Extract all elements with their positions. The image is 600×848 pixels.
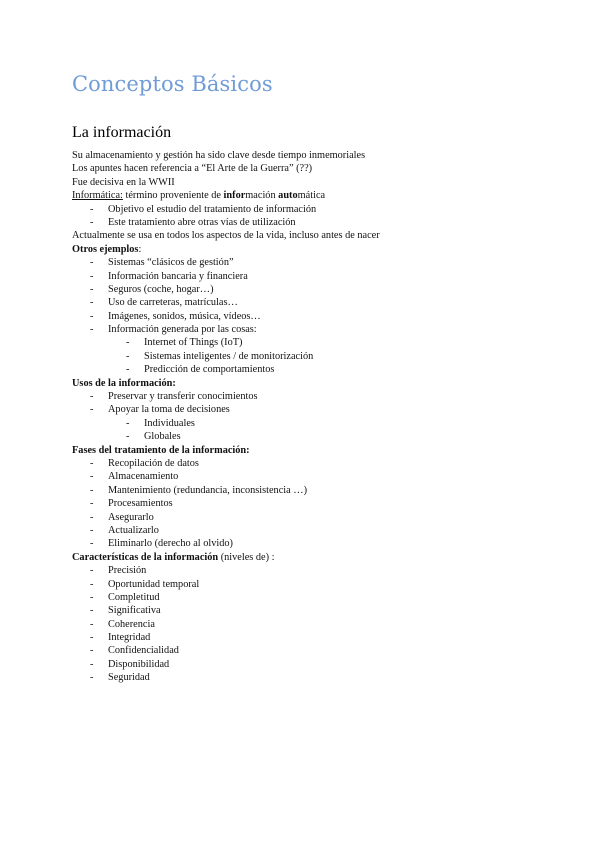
list-item bbox=[72, 310, 532, 323]
list-item bbox=[72, 618, 532, 631]
list-item bbox=[72, 470, 532, 483]
list-item bbox=[72, 578, 532, 591]
list-item bbox=[72, 537, 532, 550]
bullet-marker: - bbox=[90, 457, 94, 469]
list-item bbox=[72, 524, 532, 537]
list-item-text: Apoyar la toma de decisiones bbox=[108, 404, 230, 416]
bullet-marker: - bbox=[90, 484, 94, 496]
bullet-marker: - bbox=[90, 538, 94, 550]
list-item-text: Almacenamiento bbox=[108, 471, 179, 483]
list-item-text: Integridad bbox=[108, 632, 151, 644]
sub-list-item bbox=[72, 363, 532, 376]
definition-text: mación bbox=[245, 190, 276, 202]
bullet-marker: - bbox=[90, 471, 94, 483]
definition-bold: infor bbox=[223, 190, 246, 202]
list-item-text: Imágenes, sonidos, música, vídeos… bbox=[108, 310, 261, 322]
list-item bbox=[72, 497, 532, 510]
bullet-marker: - bbox=[90, 565, 94, 577]
definition-text: término proveniente de bbox=[122, 190, 224, 202]
list-item bbox=[72, 283, 532, 296]
list-item bbox=[72, 484, 532, 497]
list-item-text: Seguros (coche, hogar…) bbox=[108, 283, 214, 295]
bullet-marker: - bbox=[90, 658, 94, 670]
bullet-marker: - bbox=[90, 511, 94, 523]
bullet-marker: - bbox=[90, 645, 94, 657]
list-item bbox=[72, 216, 532, 229]
sub-list-item bbox=[72, 350, 532, 363]
list-item bbox=[72, 644, 532, 657]
bullet-marker: - bbox=[126, 337, 130, 349]
list-item-text: Coherencia bbox=[108, 618, 155, 630]
list-item bbox=[72, 604, 532, 617]
list-item bbox=[72, 631, 532, 644]
list-item-text: Significativa bbox=[108, 605, 161, 617]
list-item-text: Oportunidad temporal bbox=[108, 578, 200, 590]
bullet-marker: - bbox=[126, 364, 130, 376]
bullet-marker: - bbox=[90, 203, 94, 215]
bullet-marker: - bbox=[126, 431, 130, 443]
bullet-marker: - bbox=[90, 324, 94, 336]
section-heading: La información bbox=[72, 124, 172, 141]
list-item bbox=[72, 671, 532, 684]
list-item-text: Mantenimiento (redundancia, inconsistencia …) bbox=[108, 484, 308, 496]
sub-list-item bbox=[72, 336, 532, 349]
definition-bold: auto bbox=[275, 190, 298, 202]
page-title: Conceptos Básicos bbox=[72, 72, 273, 96]
list-item-text: Procesamientos bbox=[108, 498, 173, 510]
list-item-text: Preservar y transferir conocimientos bbox=[108, 391, 258, 403]
otros-label: Otros ejemplos bbox=[72, 243, 139, 255]
list-item-text: Uso de carreteras, matrículas… bbox=[108, 297, 238, 309]
list-item bbox=[72, 296, 532, 309]
list-item bbox=[72, 390, 532, 403]
list-item bbox=[72, 256, 532, 269]
list-item-text: Sistemas inteligentes / de monitorización bbox=[144, 350, 314, 362]
bullet-marker: - bbox=[90, 498, 94, 510]
list-item-text: Este tratamiento abre otras vías de utilización bbox=[108, 216, 296, 228]
paragraph: Fue decisiva en la WWII bbox=[72, 176, 175, 188]
fases-heading: Fases del tratamiento de la información: bbox=[72, 444, 250, 456]
list-item-text: Completitud bbox=[108, 591, 160, 603]
caracteristicas-suffix: (niveles de) : bbox=[218, 551, 275, 563]
list-item-text: Actualizarlo bbox=[108, 524, 159, 536]
caracteristicas-heading bbox=[72, 551, 532, 564]
bullet-marker: - bbox=[90, 605, 94, 617]
bullet-marker: - bbox=[90, 404, 94, 416]
list-item-text: Individuales bbox=[144, 417, 195, 429]
bullet-marker: - bbox=[90, 257, 94, 269]
paragraph: Los apuntes hacen referencia a “El Arte de la Guerra” (??) bbox=[72, 163, 313, 175]
bullet-marker: - bbox=[90, 391, 94, 403]
bullet-marker: - bbox=[90, 297, 94, 309]
otros-heading bbox=[72, 243, 532, 256]
list-item-text: Disponibilidad bbox=[108, 658, 170, 670]
list-item bbox=[72, 658, 532, 671]
bullet-marker: - bbox=[90, 578, 94, 590]
list-item-text: Asegurarlo bbox=[108, 511, 154, 523]
usos-heading: Usos de la información: bbox=[72, 377, 176, 389]
list-item-text: Información bancaria y financiera bbox=[108, 270, 248, 282]
bullet-marker: - bbox=[90, 618, 94, 630]
list-item-text: Información generada por las cosas: bbox=[108, 324, 257, 336]
list-item-text: Seguridad bbox=[108, 672, 150, 684]
list-item-text: Eliminarlo (derecho al olvido) bbox=[108, 538, 233, 550]
bullet-marker: - bbox=[90, 216, 94, 228]
list-item-text: Globales bbox=[144, 431, 181, 443]
otros-colon: : bbox=[138, 243, 142, 255]
informatica-term: Informática: bbox=[72, 190, 123, 202]
list-item-text: Internet of Things (IoT) bbox=[144, 337, 243, 349]
list-item-text: Confidencialidad bbox=[108, 645, 179, 657]
informatica-definition bbox=[72, 189, 532, 202]
bullet-marker: - bbox=[90, 632, 94, 644]
bullet-marker: - bbox=[126, 417, 130, 429]
document-body bbox=[72, 149, 532, 685]
bullet-marker: - bbox=[90, 591, 94, 603]
definition-text: mática bbox=[297, 190, 326, 202]
paragraph: Su almacenamiento y gestión ha sido clave desde tiempo inmemoriales bbox=[72, 150, 366, 161]
list-item-text: Precisión bbox=[108, 565, 147, 577]
bullet-marker: - bbox=[90, 270, 94, 282]
list-item-text: Predicción de comportamientos bbox=[144, 364, 275, 376]
list-item bbox=[72, 457, 532, 470]
bullet-marker: - bbox=[90, 310, 94, 322]
bullet-marker: - bbox=[126, 350, 130, 362]
bullet-marker: - bbox=[90, 672, 94, 684]
list-item-text: Sistemas “clásicos de gestión” bbox=[108, 257, 234, 269]
list-item bbox=[72, 403, 532, 416]
list-item bbox=[72, 270, 532, 283]
sub-list-item bbox=[72, 430, 532, 443]
bullet-marker: - bbox=[90, 524, 94, 536]
list-item bbox=[72, 591, 532, 604]
sub-list-item bbox=[72, 417, 532, 430]
list-item-text: Recopilación de datos bbox=[108, 457, 199, 469]
bullet-marker: - bbox=[90, 283, 94, 295]
list-item bbox=[72, 203, 532, 216]
paragraph: Actualmente se usa en todos los aspectos de la vida, incluso antes de nacer bbox=[72, 230, 380, 242]
list-item bbox=[72, 511, 532, 524]
list-item bbox=[72, 564, 532, 577]
list-item bbox=[72, 323, 532, 336]
list-item-text: Objetivo el estudio del tratamiento de información bbox=[108, 203, 317, 215]
caracteristicas-label: Características de la información bbox=[72, 551, 219, 563]
